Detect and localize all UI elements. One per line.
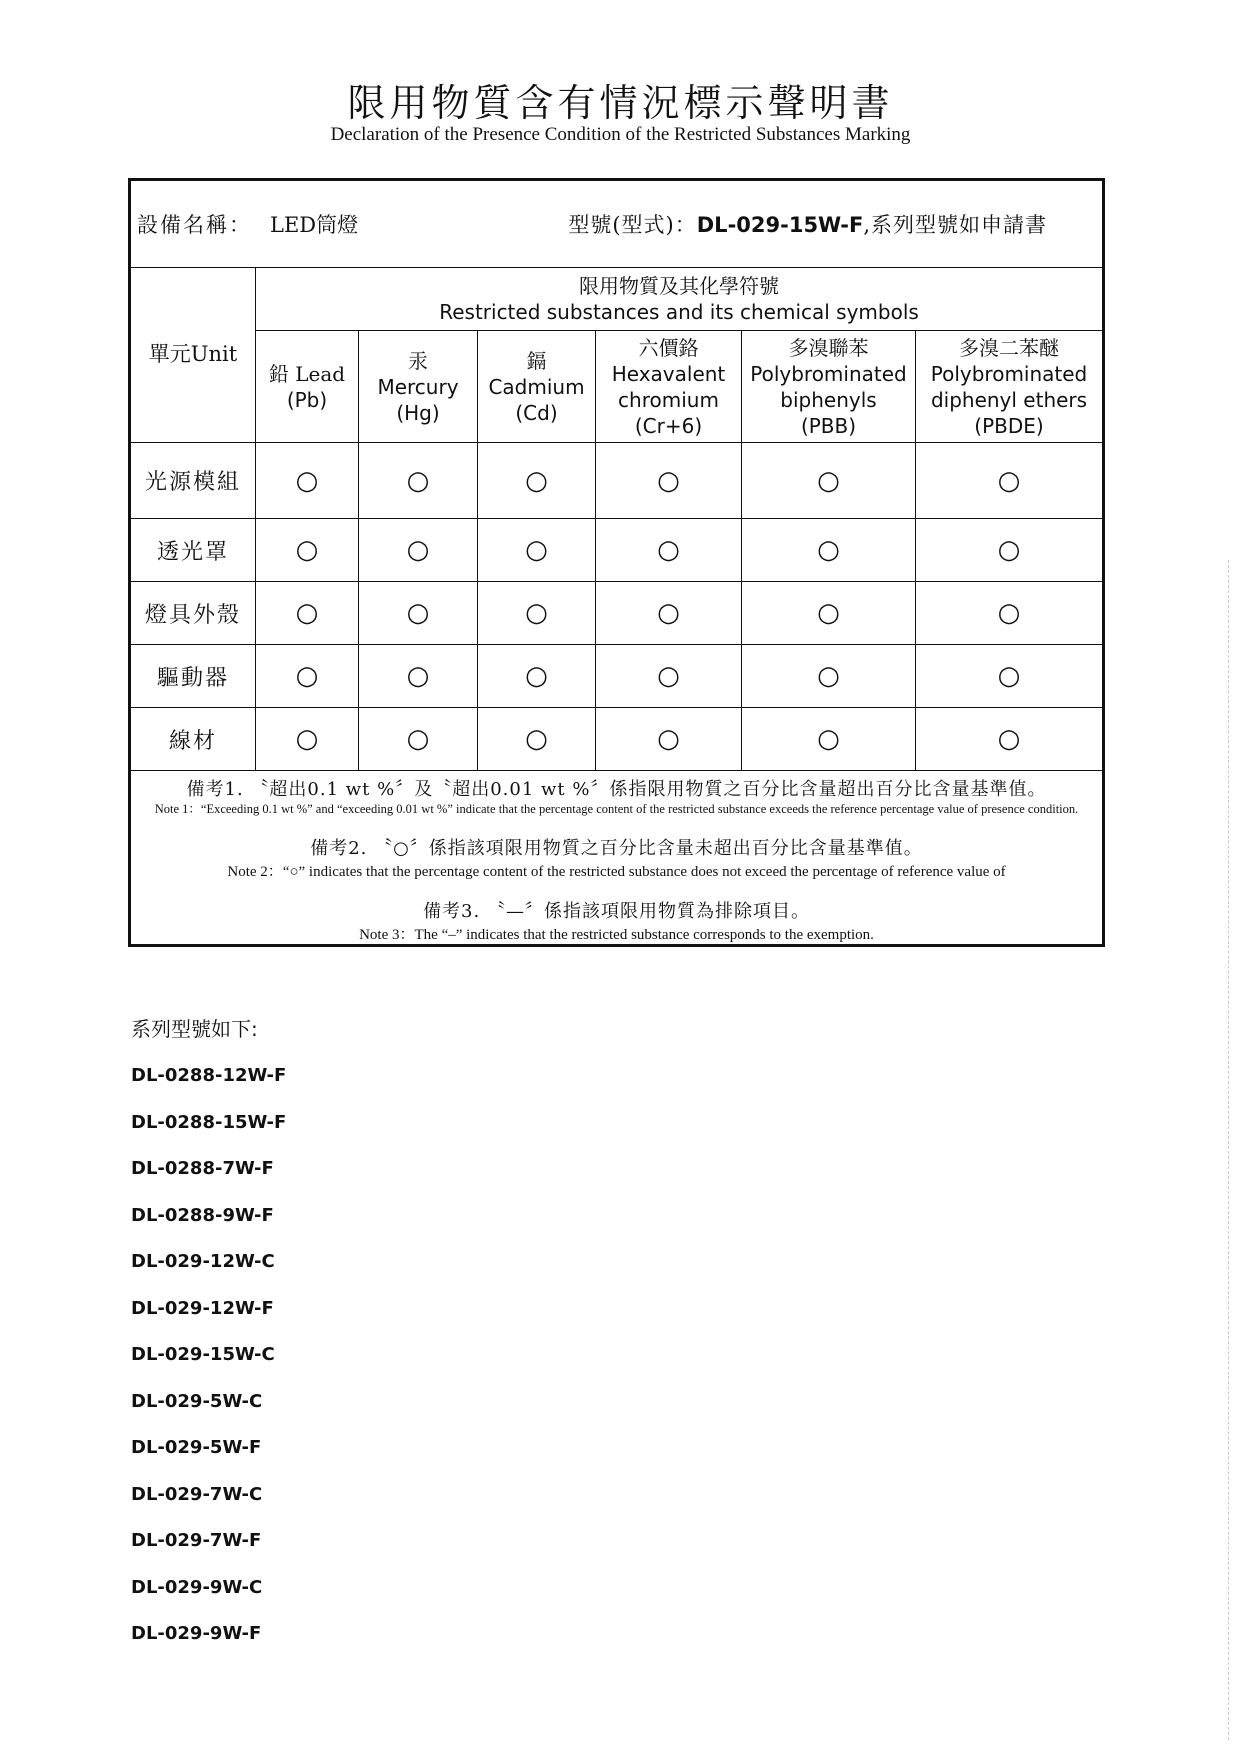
note-zh: 備考1. 〝超出0.1 wt %〞及〝超出0.01 wt %〞係指限用物質之百分比含量超出百分比含量基準值。 xyxy=(186,779,1047,800)
unit-name: 驅動器 xyxy=(130,645,256,708)
note-zh: 備考3. 〝—〞係指該項限用物質為排除項目。 xyxy=(423,901,810,922)
presence-mark: ○ xyxy=(916,443,1104,519)
series-model: DL-029-7W-C xyxy=(131,1483,263,1505)
model-label: 型號(型式)： xyxy=(568,213,697,237)
note-en: Note 1：“Exceeding 0.1 wt %” and “exceeding 0.01 wt %” indicate that the percentage content of the restricted substance exceeds the reference percentage value of presence condition. xyxy=(154,802,1079,816)
presence-mark: ○ xyxy=(916,582,1104,645)
document-title: 限用物質含有情況標示聲明書 xyxy=(347,81,894,125)
series-model: DL-029-7W-F xyxy=(131,1530,262,1551)
series-model: DL-029-12W-F xyxy=(131,1297,274,1319)
presence-mark: ○ xyxy=(596,443,742,519)
presence-mark: ○ xyxy=(359,645,478,708)
presence-mark: ○ xyxy=(916,519,1104,582)
presence-mark: ○ xyxy=(478,708,596,771)
presence-mark: ○ xyxy=(742,519,916,582)
unit-name: 光源模組 xyxy=(130,443,256,519)
presence-mark: ○ xyxy=(596,582,742,645)
presence-mark: ○ xyxy=(742,582,916,645)
series-model: DL-029-15W-C xyxy=(131,1344,275,1365)
group-header-zh: 限用物質及其化學符號 xyxy=(579,274,780,298)
presence-mark: ○ xyxy=(256,519,359,582)
substance-header-mercury: 汞 Mercury (Hg) xyxy=(359,331,478,443)
notes-cell xyxy=(130,771,1104,946)
series-model: DL-029-5W-F xyxy=(131,1437,262,1458)
presence-mark: ○ xyxy=(742,645,916,708)
series-heading: 系列型號如下: xyxy=(131,1017,258,1041)
presence-mark: ○ xyxy=(742,443,916,519)
series-model: DL-029-12W-C xyxy=(131,1251,275,1272)
presence-mark: ○ xyxy=(478,582,596,645)
presence-mark: ○ xyxy=(478,645,596,708)
presence-mark: ○ xyxy=(256,645,359,708)
series-model: DL-0288-15W-F xyxy=(131,1111,287,1133)
substance-header-hexavalent-chromium: 六價鉻 Hexavalent chromium (Cr+6) xyxy=(596,331,742,443)
document-subtitle: Declaration of the Presence Condition of the Restricted Substances Marking xyxy=(330,124,911,145)
substance-header-lead: 鉛 Lead (Pb) xyxy=(256,331,359,443)
presence-mark: ○ xyxy=(596,645,742,708)
note-zh: 備考2. 〝○〞係指該項限用物質之百分比含量未超出百分比含量基準值。 xyxy=(310,838,923,859)
declaration-table xyxy=(128,178,1105,947)
presence-mark: ○ xyxy=(596,708,742,771)
unit-name: 線材 xyxy=(130,708,256,771)
unit-name: 透光罩 xyxy=(130,519,256,582)
model-info xyxy=(568,209,1047,239)
unit-row xyxy=(130,443,1104,519)
presence-mark: ○ xyxy=(359,443,478,519)
equipment-info-row xyxy=(130,180,1104,268)
series-model: DL-029-5W-C xyxy=(131,1390,263,1412)
unit-row xyxy=(130,708,1104,771)
unit-row xyxy=(130,645,1104,708)
notes-row xyxy=(130,771,1104,946)
unit-row xyxy=(130,519,1104,582)
presence-mark: ○ xyxy=(256,708,359,771)
series-model: DL-0288-9W-F xyxy=(131,1204,274,1226)
presence-mark: ○ xyxy=(916,645,1104,708)
substances-group-header xyxy=(256,268,1104,331)
presence-mark: ○ xyxy=(916,708,1104,771)
presence-mark: ○ xyxy=(596,519,742,582)
presence-mark: ○ xyxy=(359,708,478,771)
note-en: Note 3：The “–” indicates that the restricted substance corresponds to the exemption. xyxy=(359,927,874,943)
note-en: Note 2：“○” indicates that the percentage content of the restricted substance does not exceed the percentage of reference value of xyxy=(227,864,1006,880)
group-header-en: Restricted substances and its chemical symbols xyxy=(439,300,919,324)
substance-header-cadmium: 鎘 Cadmium (Cd) xyxy=(478,331,596,443)
unit-rows xyxy=(130,443,1104,771)
series-model: DL-029-9W-F xyxy=(131,1623,262,1644)
model-suffix: ,系列型號如申請書 xyxy=(863,213,1048,237)
model-code: DL-029-15W-F xyxy=(696,213,864,237)
unit-name: 燈具外殼 xyxy=(130,582,256,645)
series-model: DL-0288-12W-F xyxy=(131,1065,287,1086)
substance-header-pbb: 多溴聯苯 Polybrominated biphenyls (PBB) xyxy=(742,331,916,443)
presence-mark: ○ xyxy=(256,443,359,519)
scan-edge-line xyxy=(1228,560,1230,1740)
presence-mark: ○ xyxy=(742,708,916,771)
unit-row xyxy=(130,582,1104,645)
series-model: DL-029-9W-C xyxy=(131,1576,263,1598)
presence-mark: ○ xyxy=(256,582,359,645)
presence-mark: ○ xyxy=(478,519,596,582)
unit-header: 單元Unit xyxy=(130,268,256,443)
presence-mark: ○ xyxy=(478,443,596,519)
substance-header-pbde: 多溴二苯醚 Polybrominated diphenyl ethers (PBDE) xyxy=(916,331,1104,443)
series-model: DL-0288-7W-F xyxy=(131,1158,274,1179)
series-model-list xyxy=(131,1064,286,1669)
substance-header-row xyxy=(130,331,1104,443)
presence-mark: ○ xyxy=(359,582,478,645)
presence-mark: ○ xyxy=(359,519,478,582)
equipment-label: 設備名稱： xyxy=(137,213,252,237)
equipment-name: LED筒燈 xyxy=(270,213,359,237)
